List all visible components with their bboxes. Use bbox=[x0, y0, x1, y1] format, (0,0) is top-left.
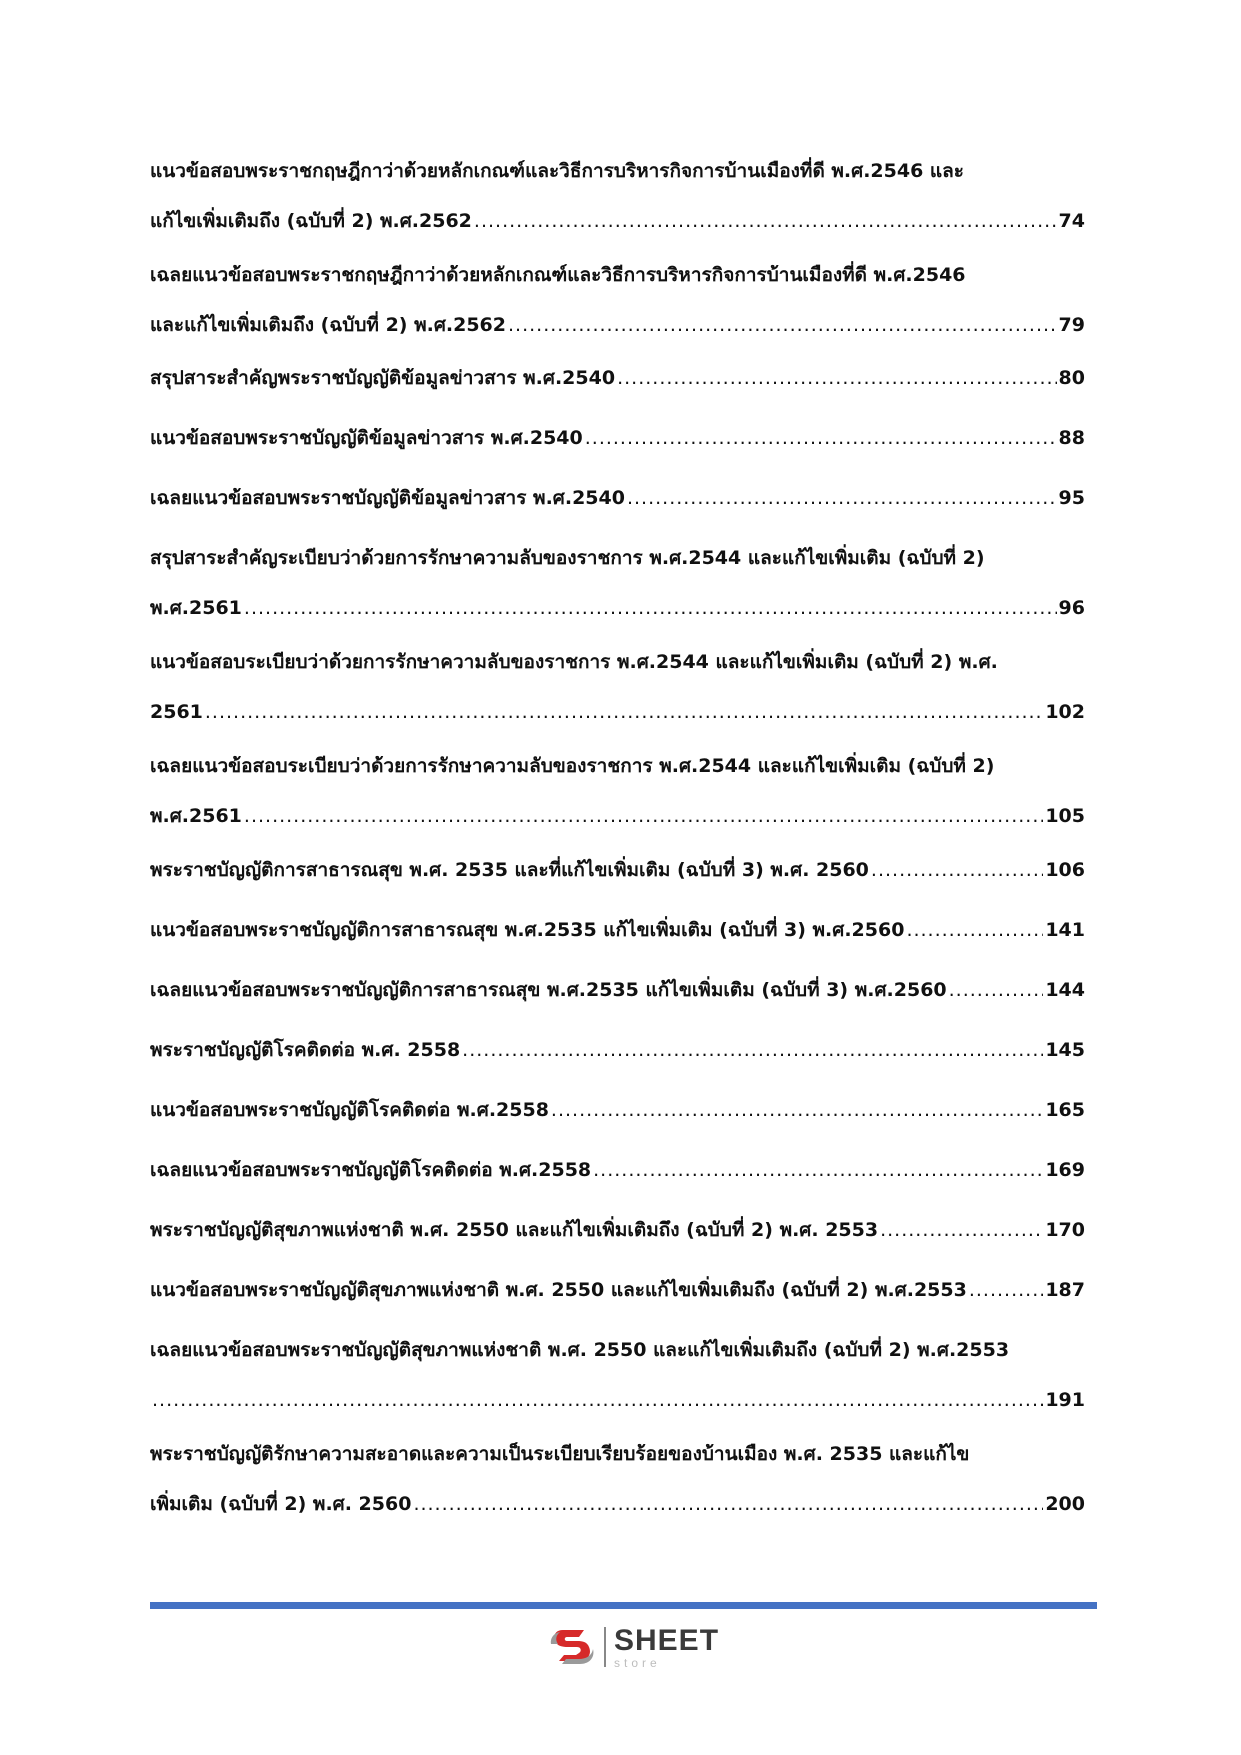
toc-page-number: 106 bbox=[1045, 859, 1085, 881]
toc-entry-title: สรุปสาระสำคัญพระราชบัญญัติข้อมูลข่าวสาร พ.ศ.2540 bbox=[150, 367, 616, 389]
leader-dots bbox=[906, 905, 1043, 955]
toc-entry-title: เฉลยแนวข้อสอบพระราชบัญญัติข้อมูลข่าวสาร พ.ศ.2540 bbox=[150, 487, 625, 509]
leader-dots bbox=[205, 687, 1043, 737]
toc-page-number: 96 bbox=[1058, 597, 1085, 619]
logo-wordmark: SHEET bbox=[614, 1623, 720, 1657]
toc-entry[interactable] bbox=[150, 1325, 1085, 1425]
leader-dots bbox=[627, 473, 1057, 523]
toc-entry-title: พระราชบัญญัติโรคติดต่อ พ.ศ. 2558 bbox=[150, 1039, 461, 1061]
toc-entry[interactable] bbox=[150, 413, 1085, 463]
toc-entry[interactable] bbox=[150, 965, 1085, 1015]
toc-page-number: 187 bbox=[1045, 1279, 1085, 1301]
toc-page-number: 141 bbox=[1045, 919, 1085, 941]
leader-dots bbox=[880, 1205, 1043, 1255]
toc-page-number: 105 bbox=[1045, 805, 1085, 827]
toc-entry-title-line1: สรุปสาระสำคัญระเบียบว่าด้วยการรักษาความลับของราชการ พ.ศ.2544 และแก้ไขเพิ่มเติม (ฉบับที่ 2) bbox=[150, 547, 985, 569]
sheet-store-logo bbox=[546, 1622, 719, 1672]
toc-entry-title: เฉลยแนวข้อสอบพระราชบัญญัติการสาธารณสุข พ.ศ.2535 แก้ไขเพิ่มเติม (ฉบับที่ 3) พ.ศ.2560 bbox=[150, 979, 947, 1001]
toc-entry-title-line2: แก้ไขเพิ่มเติมถึง (ฉบับที่ 2) พ.ศ.2562 bbox=[150, 210, 472, 232]
leader-dots bbox=[871, 845, 1043, 895]
toc-entry-title-line2: 2561 bbox=[150, 701, 203, 723]
toc-page-number: 79 bbox=[1058, 314, 1085, 336]
toc-entry[interactable] bbox=[150, 473, 1085, 523]
leader-dots bbox=[413, 1479, 1043, 1529]
toc-entry[interactable] bbox=[150, 533, 1085, 633]
leader-dots bbox=[244, 583, 1057, 633]
toc-page-number: 169 bbox=[1045, 1159, 1085, 1181]
toc-entry-title: แนวข้อสอบพระราชบัญญัติข้อมูลข่าวสาร พ.ศ.2540 bbox=[150, 427, 583, 449]
toc-page-number: 102 bbox=[1045, 701, 1085, 723]
leader-dots bbox=[617, 353, 1056, 403]
toc-page-number: 144 bbox=[1045, 979, 1085, 1001]
toc-entry-title: เฉลยแนวข้อสอบพระราชบัญญัติโรคติดต่อ พ.ศ.2558 bbox=[150, 1159, 592, 1181]
toc-entry-title-line1: แนวข้อสอบระเบียบว่าด้วยการรักษาความลับของราชการ พ.ศ.2544 และแก้ไขเพิ่มเติม (ฉบับที่ 2) พ.ศ. bbox=[150, 651, 998, 673]
toc-page-number: 74 bbox=[1058, 210, 1085, 232]
toc-entry[interactable] bbox=[150, 637, 1085, 737]
toc-entry-title-line2: เพิ่มเติม (ฉบับที่ 2) พ.ศ. 2560 bbox=[150, 1493, 412, 1515]
toc-entry[interactable] bbox=[150, 741, 1085, 841]
toc-page-number: 170 bbox=[1045, 1219, 1085, 1241]
toc-entry-title-line1: เฉลยแนวข้อสอบพระราชกฤษฎีกาว่าด้วยหลักเกณฑ์และวิธีการบริหารกิจการบ้านเมืองที่ดี พ.ศ.2546 bbox=[150, 264, 966, 286]
toc-entry[interactable] bbox=[150, 1429, 1085, 1529]
leader-dots bbox=[508, 300, 1057, 350]
leader-dots bbox=[969, 1265, 1043, 1315]
toc-page-number: 80 bbox=[1058, 367, 1085, 389]
toc-entry[interactable] bbox=[150, 146, 1085, 246]
toc-entry[interactable] bbox=[150, 353, 1085, 403]
leader-dots bbox=[474, 196, 1057, 246]
toc-entry[interactable] bbox=[150, 1025, 1085, 1075]
toc-entry-title-line2: และแก้ไขเพิ่มเติมถึง (ฉบับที่ 2) พ.ศ.2562 bbox=[150, 314, 506, 336]
leader-dots bbox=[244, 791, 1043, 841]
toc-entry[interactable] bbox=[150, 1205, 1085, 1255]
toc-entry-title: แนวข้อสอบพระราชบัญญัติสุขภาพแห่งชาติ พ.ศ. 2550 และแก้ไขเพิ่มเติมถึง (ฉบับที่ 2) พ.ศ.2553 bbox=[150, 1279, 967, 1301]
toc-page-number: 145 bbox=[1045, 1039, 1085, 1061]
logo-subtitle: store bbox=[614, 1655, 661, 1670]
leader-dots bbox=[593, 1145, 1043, 1195]
leader-dots bbox=[551, 1085, 1043, 1135]
toc-entry[interactable] bbox=[150, 1145, 1085, 1195]
toc-page-number: 200 bbox=[1045, 1493, 1085, 1515]
toc-entry[interactable] bbox=[150, 1085, 1085, 1135]
leader-dots bbox=[585, 413, 1057, 463]
sheet-store-s-logo-icon bbox=[546, 1621, 598, 1673]
toc-entry-title: พระราชบัญญัติสุขภาพแห่งชาติ พ.ศ. 2550 และแก้ไขเพิ่มเติมถึง (ฉบับที่ 2) พ.ศ. 2553 bbox=[150, 1219, 879, 1241]
leader-dots bbox=[152, 1375, 1043, 1425]
toc-entry-title-line2: พ.ศ.2561 bbox=[150, 805, 242, 827]
footer-divider-bar bbox=[150, 1602, 1097, 1609]
logo-separator bbox=[604, 1627, 606, 1667]
toc-entry-title-line1: เฉลยแนวข้อสอบพระราชบัญญัติสุขภาพแห่งชาติ พ.ศ. 2550 และแก้ไขเพิ่มเติมถึง (ฉบับที่ 2) พ.ศ.2553 bbox=[150, 1339, 1010, 1361]
leader-dots bbox=[949, 965, 1044, 1015]
toc-entry-title: แนวข้อสอบพระราชบัญญัติการสาธารณสุข พ.ศ.2535 แก้ไขเพิ่มเติม (ฉบับที่ 3) พ.ศ.2560 bbox=[150, 919, 905, 941]
toc-page-number: 95 bbox=[1058, 487, 1085, 509]
toc-entry-title-line1: แนวข้อสอบพระราชกฤษฎีกาว่าด้วยหลักเกณฑ์และวิธีการบริหารกิจการบ้านเมืองที่ดี พ.ศ.2546 และ bbox=[150, 160, 965, 182]
toc-page-number: 88 bbox=[1058, 427, 1085, 449]
toc-entry-title-line2: พ.ศ.2561 bbox=[150, 597, 242, 619]
leader-dots bbox=[462, 1025, 1043, 1075]
toc-entry-title-line1: พระราชบัญญัติรักษาความสะอาดและความเป็นระเบียบเรียบร้อยของบ้านเมือง พ.ศ. 2535 และแก้ไข bbox=[150, 1443, 970, 1465]
toc-entry[interactable] bbox=[150, 1265, 1085, 1315]
toc-page-number: 165 bbox=[1045, 1099, 1085, 1121]
toc-page-number: 191 bbox=[1045, 1389, 1085, 1411]
toc-entry-title-line1: เฉลยแนวข้อสอบระเบียบว่าด้วยการรักษาความลับของราชการ พ.ศ.2544 และแก้ไขเพิ่มเติม (ฉบับที่ 2) bbox=[150, 755, 995, 777]
toc-entry-title: แนวข้อสอบพระราชบัญญัติโรคติดต่อ พ.ศ.2558 bbox=[150, 1099, 549, 1121]
toc-entry-title: พระราชบัญญัติการสาธารณสุข พ.ศ. 2535 และที่แก้ไขเพิ่มเติม (ฉบับที่ 3) พ.ศ. 2560 bbox=[150, 859, 869, 881]
toc-entry[interactable] bbox=[150, 250, 1085, 350]
toc-entry[interactable] bbox=[150, 845, 1085, 895]
toc-entry[interactable] bbox=[150, 905, 1085, 955]
